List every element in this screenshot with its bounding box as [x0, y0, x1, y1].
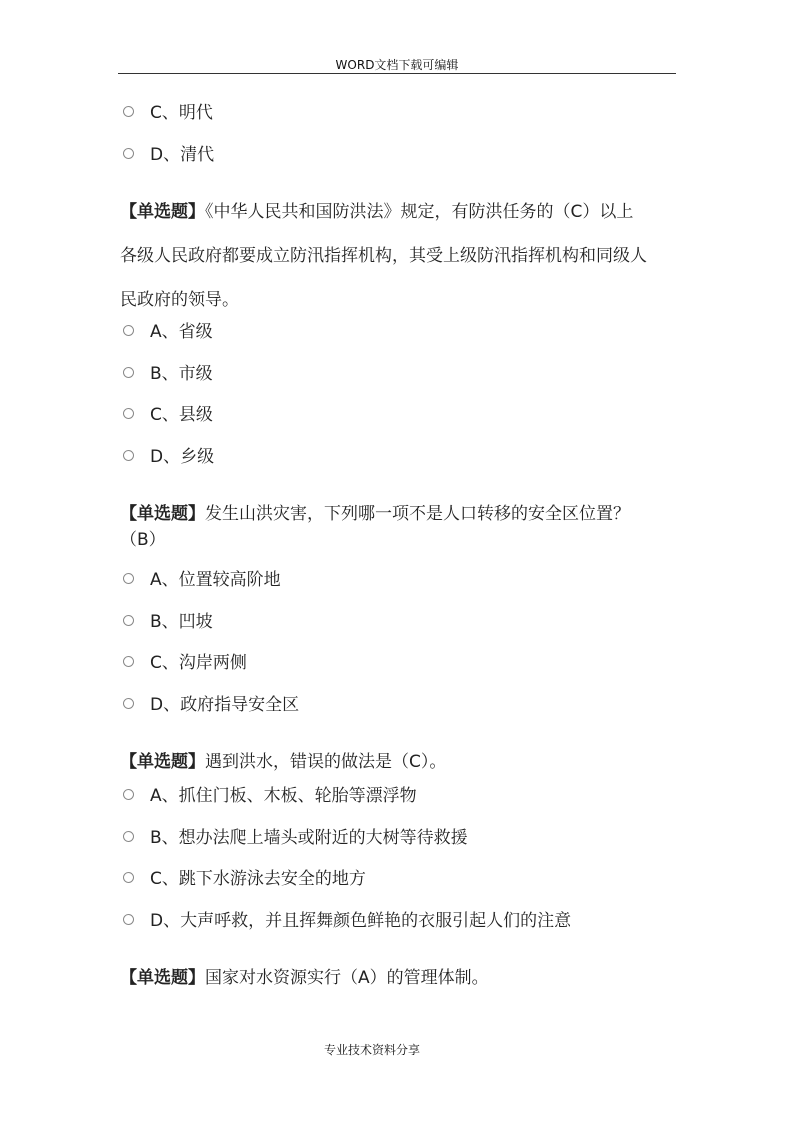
- option-label: D、乡级: [150, 446, 215, 467]
- option-label: A、省级: [150, 322, 213, 342]
- radio-button-icon[interactable]: [123, 914, 134, 925]
- question-4: [120, 956, 678, 1000]
- option-label: C、明代: [150, 103, 213, 123]
- header-divider: [118, 73, 676, 74]
- question-type-tag: 【单选题】: [120, 752, 205, 772]
- page-footer: 专业技术资料分享: [323, 1043, 420, 1057]
- option-d[interactable]: [120, 447, 678, 489]
- option-b[interactable]: [120, 828, 678, 870]
- radio-button-icon[interactable]: [123, 408, 134, 419]
- option-d[interactable]: [120, 695, 678, 737]
- radio-button-icon[interactable]: [123, 698, 134, 709]
- option-label: B、想办法爬上墙头或附近的大树等待救援: [150, 827, 468, 848]
- option-label: A、抓住门板、木板、轮胎等漂浮物: [150, 786, 417, 806]
- question-2: [120, 492, 678, 536]
- option-d[interactable]: [120, 145, 678, 187]
- option-label: C、县级: [150, 405, 213, 425]
- answer-line: （B）: [120, 530, 166, 550]
- question-text: 发生山洪灾害，下列哪一项不是人口转移的安全区位置？: [205, 504, 630, 524]
- radio-button-icon[interactable]: [123, 148, 134, 159]
- option-b[interactable]: [120, 612, 678, 654]
- option-a[interactable]: [120, 322, 678, 364]
- option-c[interactable]: [120, 405, 678, 447]
- option-label: B、市级: [150, 363, 213, 384]
- option-label: A、位置较高阶地: [150, 570, 281, 590]
- radio-button-icon[interactable]: [123, 831, 134, 842]
- option-a[interactable]: [120, 786, 678, 828]
- option-d[interactable]: [120, 911, 678, 953]
- option-c[interactable]: [120, 103, 678, 145]
- document-body: [120, 103, 678, 1002]
- option-label: D、大声呼救，并且挥舞颜色鲜艳的衣服引起人们的注意: [150, 910, 572, 931]
- option-label: C、跳下水游泳去安全的地方: [150, 869, 366, 889]
- question-text-line: 民政府的领导。: [120, 290, 239, 310]
- option-label: B、凹坡: [150, 611, 213, 632]
- option-c[interactable]: [120, 869, 678, 911]
- question-text-line: 《中华人民共和国防洪法》规定，有防洪任务的（C）以上: [205, 202, 634, 222]
- option-a[interactable]: [120, 570, 678, 612]
- question-type-tag: 【单选题】: [120, 202, 205, 222]
- radio-button-icon[interactable]: [123, 106, 134, 117]
- radio-button-icon[interactable]: [123, 615, 134, 626]
- radio-button-icon[interactable]: [123, 872, 134, 883]
- page-header: WORD文档下载可编辑: [335, 58, 459, 72]
- radio-button-icon[interactable]: [123, 450, 134, 461]
- question-1: [120, 190, 678, 322]
- radio-button-icon[interactable]: [123, 573, 134, 584]
- radio-button-icon[interactable]: [123, 656, 134, 667]
- option-label: D、政府指导安全区: [150, 694, 300, 715]
- option-b[interactable]: [120, 364, 678, 406]
- question-type-tag: 【单选题】: [120, 968, 205, 988]
- radio-button-icon[interactable]: [123, 367, 134, 378]
- option-label: D、清代: [150, 144, 215, 165]
- question-type-tag: 【单选题】: [120, 504, 205, 524]
- question-text-line: 各级人民政府都要成立防汛指挥机构，其受上级防汛指挥机构和同级人: [120, 246, 647, 266]
- question-3: [120, 740, 678, 784]
- option-c[interactable]: [120, 653, 678, 695]
- question-text: 遇到洪水，错误的做法是（C）。: [205, 752, 447, 772]
- radio-button-icon[interactable]: [123, 789, 134, 800]
- option-label: C、沟岸两侧: [150, 653, 247, 673]
- question-text: 国家对水资源实行（A）的管理体制。: [205, 968, 489, 988]
- radio-button-icon[interactable]: [123, 325, 134, 336]
